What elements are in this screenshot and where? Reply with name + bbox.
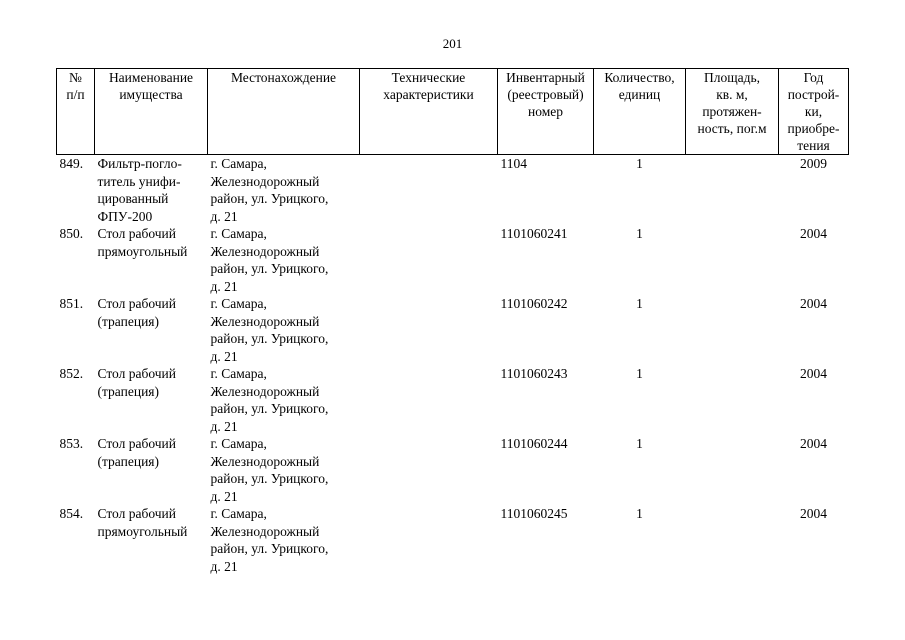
row-quantity: 1 (636, 436, 643, 451)
table-row (57, 435, 849, 505)
row-inventory: 1101060242 (500, 296, 568, 311)
row-num: 851. (59, 296, 84, 311)
table-header-row (57, 69, 849, 155)
row-name: Стол рабочий прямоугольный (97, 506, 188, 539)
table-row (57, 295, 849, 365)
row-location: г. Самара, Железнодорожный район, ул. Урицкого, д. 21 (210, 296, 329, 364)
header-quantity: Количество, единиц (594, 69, 686, 155)
header-num: № п/п (57, 69, 95, 155)
row-quantity: 1 (636, 506, 643, 521)
row-tech (360, 295, 498, 365)
row-inventory: 1101060244 (500, 436, 568, 451)
row-num: 850. (59, 226, 84, 241)
row-quantity: 1 (636, 226, 643, 241)
row-quantity: 1 (636, 366, 643, 381)
row-quantity: 1 (636, 156, 643, 171)
row-name: Стол рабочий прямоугольный (97, 226, 188, 259)
row-location: г. Самара, Железнодорожный район, ул. Урицкого, д. 21 (210, 366, 329, 434)
row-num: 853. (59, 436, 84, 451)
row-year: 2004 (800, 366, 827, 381)
row-inventory: 1101060243 (500, 366, 568, 381)
row-area (686, 295, 779, 365)
header-name: Наименование имущества (95, 69, 208, 155)
row-area (686, 365, 779, 435)
table-row (57, 225, 849, 295)
row-tech (360, 435, 498, 505)
row-tech (360, 505, 498, 575)
header-inventory: Инвентарный (реестровый) номер (498, 69, 594, 155)
row-location: г. Самара, Железнодорожный район, ул. Урицкого, д. 21 (210, 226, 329, 294)
row-num: 849. (59, 156, 84, 171)
row-area (686, 155, 779, 226)
header-tech: Технические характеристики (360, 69, 498, 155)
row-tech (360, 155, 498, 226)
table-row (57, 155, 849, 226)
row-area (686, 435, 779, 505)
row-location: г. Самара, Железнодорожный район, ул. Урицкого, д. 21 (210, 156, 329, 224)
row-area (686, 225, 779, 295)
row-tech (360, 225, 498, 295)
property-registry-table (56, 68, 849, 575)
header-location: Местонахождение (208, 69, 360, 155)
row-location: г. Самара, Железнодорожный район, ул. Урицкого, д. 21 (210, 436, 329, 504)
row-num: 852. (59, 366, 84, 381)
row-quantity: 1 (636, 296, 643, 311)
row-name: Фильтр-погло- титель унифи- цированный ФПУ-200 (97, 156, 182, 224)
row-year: 2004 (800, 506, 827, 521)
row-year: 2004 (800, 226, 827, 241)
row-num: 854. (59, 506, 84, 521)
row-year: 2004 (800, 296, 827, 311)
row-name: Стол рабочий (трапеция) (97, 436, 176, 469)
row-name: Стол рабочий (трапеция) (97, 366, 176, 399)
header-year: Год построй- ки, приобре- тения (779, 69, 849, 155)
table-row (57, 365, 849, 435)
header-area: Площадь, кв. м, протяжен- ность, пог.м (686, 69, 779, 155)
row-inventory: 1104 (500, 156, 527, 171)
row-name: Стол рабочий (трапеция) (97, 296, 176, 329)
row-inventory: 1101060245 (500, 506, 568, 521)
row-area (686, 505, 779, 575)
row-year: 2004 (800, 436, 827, 451)
row-year: 2009 (800, 156, 827, 171)
row-tech (360, 365, 498, 435)
page-number: 201 (442, 36, 463, 51)
row-inventory: 1101060241 (500, 226, 568, 241)
row-location: г. Самара, Железнодорожный район, ул. Урицкого, д. 21 (210, 506, 329, 574)
table-row (57, 505, 849, 575)
